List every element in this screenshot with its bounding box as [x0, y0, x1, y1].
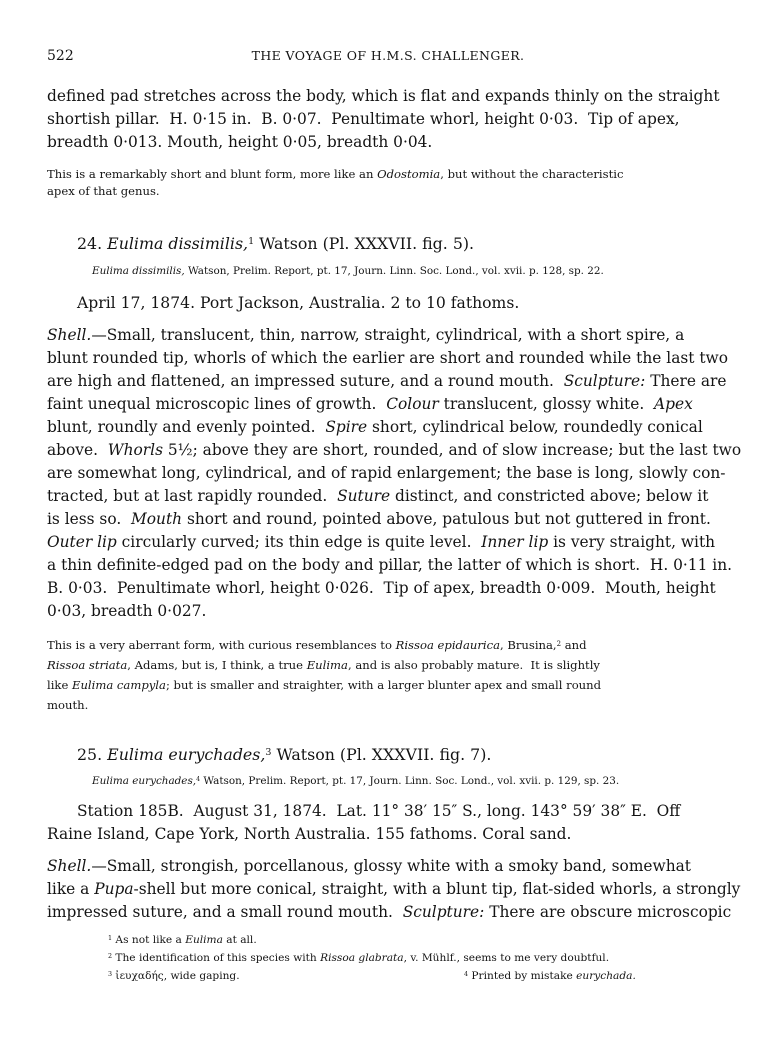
running-title: THE VOYAGE OF H.M.S. CHALLENGER. [251, 48, 525, 63]
description-line: blunt rounded tip, whorls of which the earlier are short and rounded while the last two [47, 349, 728, 367]
species-heading: 24. Eulima dissimilis,$^1$ Watson (Pl. XXXVII. fig. 5). [77, 234, 475, 253]
page-number: 522 [47, 48, 74, 64]
footnote-3: $^3$ ἰευχαδής, wide gaping. [108, 970, 240, 982]
note-line: mouth. [47, 698, 89, 712]
note-line: This is a very aberrant form, with curious resemblances to Rissoa epidaurica, Brusina,$^2$ and [47, 638, 587, 652]
description-line: impressed suture, and a small round mouth. Sculpture: There are obscure microscopic [47, 903, 732, 921]
description-line: a thin definite-edged pad on the body and pillar, the latter of which is short. H. 0·11 in. [47, 556, 732, 574]
note-line: like Eulima campyla; but is smaller and straighter, with a larger blunter apex and small round [47, 678, 602, 692]
locality-line: Raine Island, Cape York, North Australia. 155 fathoms. Coral sand. [47, 825, 572, 843]
paragraph-line: defined pad stretches across the body, which is flat and expands thinly on the straight [47, 87, 720, 105]
note-line: This is a remarkably short and blunt form, more like an Odostomia, but without the characteristic [47, 167, 624, 181]
description-line: Shell.—Small, strongish, porcellanous, glossy white with a smoky band, somewhat [47, 857, 691, 875]
locality-line: April 17, 1874. Port Jackson, Australia. 2 to 10 fathoms. [77, 294, 520, 312]
reference-line: Eulima dissimilis, Watson, Prelim. Report, pt. 17, Journ. Linn. Soc. Lond., vol. xvii. p. 128, sp. 22. [92, 265, 604, 277]
description-line: 0·03, breadth 0·027. [47, 602, 207, 620]
description-line: are high and flattened, an impressed suture, and a round mouth. Sculpture: There are [47, 372, 727, 390]
description-line: Outer lip circularly curved; its thin edge is quite level. Inner lip is very straight, with [47, 533, 716, 551]
note-line: Rissoa striata, Adams, but is, I think, a true Eulima, and is also probably mature. It is slightly [47, 658, 600, 672]
footnote-1: $^1$ As not like a Eulima at all. [108, 934, 257, 946]
species-heading: 25. Eulima eurychades,$^3$ Watson (Pl. XXXVII. fig. 7). [77, 745, 492, 764]
paragraph-line: breadth 0·013. Mouth, height 0·05, breadth 0·04. [47, 133, 433, 151]
paragraph-line: shortish pillar. H. 0·15 in. B. 0·07. Penultimate whorl, height 0·03. Tip of apex, [47, 110, 680, 128]
note-line: apex of that genus. [47, 184, 160, 198]
description-line: are somewhat long, cylindrical, and of rapid enlargement; the base is long, slowly con- [47, 464, 726, 482]
description-line: Shell.—Small, translucent, thin, narrow, straight, cylindrical, with a short spire, a [47, 326, 685, 344]
description-line: blunt, roundly and evenly pointed. Spire short, cylindrical below, roundedly conical [47, 418, 703, 436]
reference-line: Eulima eurychades,$^4$ Watson, Prelim. Report, pt. 17, Journ. Linn. Soc. Lond., vol. xvii. p. 129, sp. 23. [92, 775, 620, 787]
description-line: above. Whorls 5½; above they are short, rounded, and of slow increase; but the last two [47, 441, 742, 459]
description-line: B. 0·03. Penultimate whorl, height 0·026. Tip of apex, breadth 0·009. Mouth, height [47, 579, 716, 597]
description-line: faint unequal microscopic lines of growth. Colour translucent, glossy white. Apex [47, 395, 693, 413]
description-line: tracted, but at last rapidly rounded. Suture distinct, and constricted above; below it [47, 487, 709, 505]
description-line: like a Pupa-shell but more conical, straight, with a blunt tip, flat-sided whorls, a strongly [47, 880, 741, 898]
description-line: is less so. Mouth short and round, pointed above, patulous but not guttered in front. [47, 510, 711, 528]
locality-line: Station 185B. August 31, 1874. Lat. 11° 38′ 15″ S., long. 143° 59′ 38″ E. Off [77, 802, 681, 820]
footnote-4: $^4$ Printed by mistake eurychada. [464, 970, 636, 982]
footnote-2: $^2$ The identification of this species with Rissoa glabrata, v. Mühlf., seems to me very doubtful. [108, 952, 610, 964]
